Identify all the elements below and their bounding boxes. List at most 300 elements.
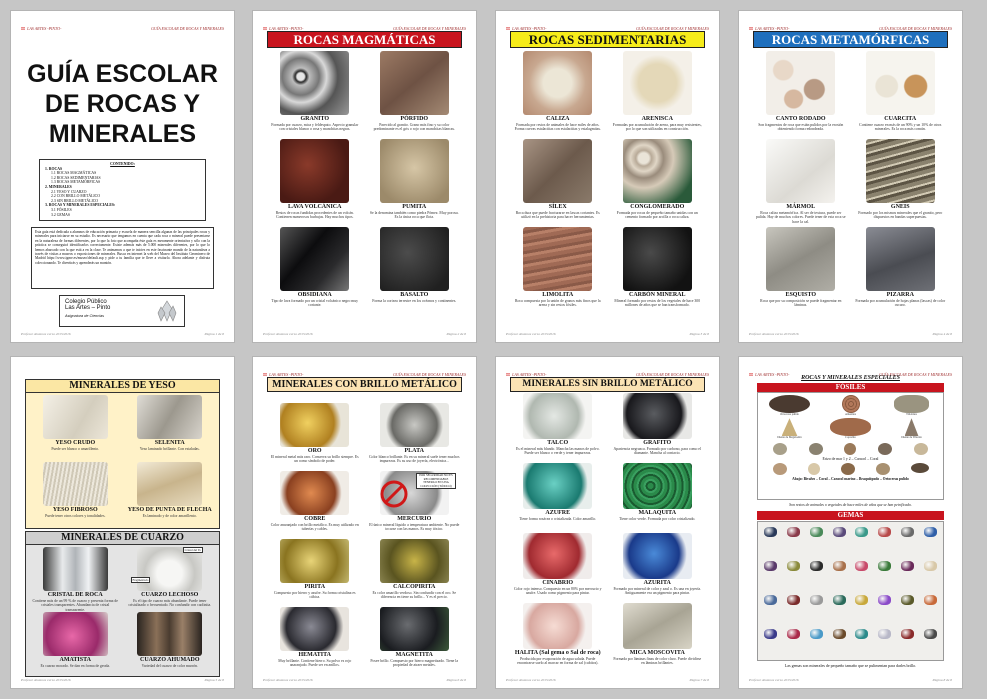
rock-photo (766, 227, 835, 291)
gem-card[interactable] (873, 523, 896, 557)
fossil-row-photo (758, 441, 943, 457)
rock-card[interactable] (753, 139, 849, 225)
page-cover (10, 10, 235, 343)
mineral-photo (43, 395, 108, 439)
mineral-description: Apariencia negruzca. Formado por carbono, para como el diamante. Mancha al contacto. (613, 447, 702, 456)
page-footer: Profesor Alumnos curso 2015/2016 Página 5 de 8 (21, 678, 224, 682)
gem-photo (855, 629, 868, 639)
gem-photo (787, 595, 800, 605)
gem-card[interactable] (805, 591, 828, 625)
mineral-description: Tiene forma rosácea o cristalizada. Color amarillo. (519, 517, 597, 521)
mineral-description: Tiene color verde. Formada por color cristalizado. (619, 517, 696, 521)
gem-card[interactable] (759, 591, 782, 625)
mineral-photo (280, 471, 349, 515)
rock-name: CARBÓN MINERAL (628, 292, 686, 298)
fossil-card[interactable] (760, 418, 819, 439)
fossil-card[interactable] (821, 418, 880, 439)
mineral-photo (137, 395, 202, 439)
rock-card[interactable] (753, 227, 849, 313)
gem-photo (878, 595, 891, 605)
fossil-caption: Abajo: Bivalvo – Coral – Caracol marino – Braquiópodo – Ortoceras pulido (792, 477, 909, 482)
mineral-card[interactable] (510, 463, 606, 532)
gem-photo (924, 561, 937, 571)
toc-heading: CONTENIDO: (110, 162, 135, 166)
mineral-card[interactable] (30, 462, 121, 528)
mineral-card[interactable] (30, 547, 121, 611)
mineral-description: El mineral metal más raro. Conserva su brillo siempre. Es un como símbolo de poder. (270, 455, 359, 464)
mineral-photo (623, 603, 692, 649)
rock-card[interactable] (510, 51, 606, 137)
gems-note: Las gemas son minerales de pequeño tamaño que se pulimentan para darles brillo. (784, 663, 917, 668)
mineral-photo (280, 539, 349, 583)
rock-photo (866, 51, 935, 115)
mineral-name: MALAQUITA (638, 510, 677, 516)
gem-card[interactable] (805, 523, 828, 557)
mineral-description: El único mineral líquido a temperatura ambiente. No puede tocarse con las manos. Es muy tóxico. (369, 523, 460, 532)
fossil-name: Diente de Megalodón (777, 436, 802, 440)
mineral-card[interactable] (367, 471, 463, 538)
gem-card[interactable] (896, 557, 919, 591)
fossil-name: Amonites (845, 413, 856, 416)
mineral-card[interactable] (267, 607, 363, 674)
toc-item[interactable]: 1.3 ROCAS METAMÓRFICAS (51, 180, 101, 185)
rock-photo (280, 227, 349, 291)
gem-card[interactable] (851, 591, 874, 625)
mineral-photo (137, 462, 202, 506)
rock-description: Tipo de lava formado por un cristal volcánico negro muy cortante. (271, 299, 359, 308)
rock-card[interactable] (510, 139, 606, 225)
page-header: ʬʬ LAS ARTES -PINTO- GUÍA ESCOLAR DE ROCAS Y MINERALES (21, 25, 224, 31)
gem-photo (810, 629, 823, 639)
mineral-name: SELENITA (154, 440, 185, 446)
fossil-caption: Erizo de mar 1 y 2 – Caracol – Coral (822, 457, 879, 462)
rock-name: PIZARRA (886, 292, 914, 298)
rock-description: Formada por acumulación de hojas planas (lascas) de color oscuro. (855, 299, 946, 308)
rock-photo (280, 139, 349, 203)
page-rocas-sedimentarias (495, 10, 720, 343)
gem-card[interactable] (759, 625, 782, 659)
mineral-name: PLATA (404, 448, 424, 454)
rock-grid (510, 51, 705, 313)
gem-card[interactable] (828, 557, 851, 591)
gem-photo (901, 561, 914, 571)
mineral-description: Compuesto por hierro y azufre. Su forma cristalina es cúbica. (273, 591, 356, 600)
fossil-name: Diente de Tiburón (901, 436, 922, 440)
rock-card[interactable] (367, 227, 463, 313)
rock-description: Formada por cuarzo, mica y feldespato. Aspecto granular con cristales blanco o rosa y manchitas negras. (271, 123, 359, 132)
section-title: MINERALES DE CUARZO (26, 532, 219, 545)
mineral-description: Formada por láminas finas de color claro. Puede dividirse en láminas brillantes. (613, 657, 702, 666)
page-footer: Profesor Alumnos curso 2015/2016 Página 7 de 8 (506, 678, 709, 682)
fossil-photo (830, 418, 871, 436)
mineral-description: Color anaranjado con brillo metálico. Es muy utilizado en tuberías y cables. (270, 523, 359, 532)
section-title: ROCAS MAGMÁTICAS (267, 31, 462, 48)
page-footer: Profesor Alumnos curso 2015/2016 Página 3 de 8 (506, 332, 709, 336)
gem-card[interactable] (919, 523, 942, 557)
mineral-description: Producida por evaporación de agua salada. Puede encontrarse suelo al marcar en forma de sal (cubitos). (517, 657, 599, 666)
school-place: Las Artes – Pinto (65, 305, 111, 311)
mineral-card[interactable] (267, 539, 363, 606)
mineral-card[interactable] (30, 395, 121, 461)
mineral-photo (137, 612, 202, 656)
rock-card[interactable] (267, 139, 363, 225)
gem-photo (924, 629, 937, 639)
gem-photo (878, 629, 891, 639)
mineral-card[interactable] (610, 533, 706, 602)
toc-item[interactable]: 2. MINERALES (45, 184, 72, 189)
rock-card[interactable] (610, 227, 706, 313)
mineral-grid (510, 393, 705, 672)
gem-photo (810, 595, 823, 605)
rock-photo (766, 139, 835, 203)
mineral-card[interactable] (610, 393, 706, 462)
rock-card[interactable] (853, 227, 949, 313)
rock-description: Contiene cuarzo en más de un 90% y un 10% de otros minerales. Es la roca más común. (859, 123, 942, 132)
fossil-photo (782, 418, 798, 436)
page-footer: Profesor Alumnos curso 2015/2016 Página 6 de 8 (263, 678, 466, 682)
fossil-photo (905, 418, 919, 436)
mineral-card[interactable] (367, 403, 463, 470)
rock-name: LAVA VOLCÁNICA (288, 204, 342, 210)
mineral-description: Posee brillo. Compuesto por hierro magnetizado. Tiene la propiedad de atraer metales. (370, 659, 459, 668)
mineral-name: CINABRIO (542, 580, 574, 586)
gem-photo (878, 527, 891, 537)
toc-item[interactable]: 3.1 FÓSILES (51, 207, 72, 212)
page-footer: Profesor Alumnos curso 2015/2016 Página 1 de 8 (21, 332, 224, 336)
toc-item[interactable]: 2.2 CON BRILLO METÁLICO (51, 194, 100, 199)
rock-name: CONGLOMERADO (630, 204, 685, 210)
mineral-photo (523, 463, 592, 509)
mineral-name: TALCO (547, 440, 569, 446)
toc-item[interactable]: 3. ROCAS Y MINERALES ESPECIALES: (45, 203, 116, 208)
gem-card[interactable] (873, 625, 896, 659)
rock-name: CANTO RODADO (775, 116, 826, 122)
mineral-photo (523, 393, 592, 439)
school-name: Colegio Público (65, 299, 107, 305)
intro-text: Esta guía está dedicada a alumnos de educación primaria y escuela de manera sencilla algunas de las principales rocas y minerales para iniciarse en su estudio. Es necesario que tengamos en cuenta que cada roca o mineral puede presentarse en la naturaleza de formas diferentes, por lo que la foto que acompaña éste guía es meramente orientativa y sólo con la práctica se conseguirá identificarlos correctamente. Existe además más de 5.000 minerales diferentes, por lo que lo hemos abarcado con la que está a en la clase. Te animamos a que te inicies en este fascinante mundo de la naturaleza a través de visitas a museos o exposiciones de minerales. Busca en internet la web del Museo del Instituto Geominero de Madrid https://www.igme.es/museo/default.asp y pide a tu familia que te lleve a visitarlo. Ahora adelante y disfruta coleccionando. Te divertirás y aprenderás un montón. (31, 227, 214, 289)
rock-description: Formada por rocas de pequeño tamaño unidas con un cemento formado por arcilla o roca caliza. (616, 211, 698, 220)
gem-photo (764, 629, 777, 639)
rock-photo (380, 139, 449, 203)
mineral-photo (280, 403, 349, 447)
fossil-photo (769, 395, 810, 413)
gem-photo (833, 629, 846, 639)
page-brillo-metalico (252, 356, 477, 689)
rock-card[interactable] (367, 139, 463, 225)
mineral-name: GRAFITO (643, 440, 672, 446)
toc-item[interactable]: 1.1 ROCAS MAGMÁTICAS (51, 171, 97, 176)
rock-name: CUARCITA (884, 116, 917, 122)
mineral-name: MERCURIO (397, 516, 432, 522)
rock-name: GRANITO (300, 116, 330, 122)
gem-card[interactable] (782, 523, 805, 557)
section-title: ROCAS SEDIMENTARIAS (510, 31, 705, 48)
rock-description: Formado por los mismos minerales que el granito, pero dispuestos en bandas superpuestas. (858, 211, 943, 220)
mineral-photo (623, 393, 692, 439)
rock-name: BASALTO (400, 292, 429, 298)
gem-card[interactable] (828, 625, 851, 659)
page-header: ʬʬ LAS ARTES -PINTO- GUÍA ESCOLAR DE ROCAS Y MINERALES (749, 25, 952, 31)
rock-description: Roca caliza metamórfica. Al ser de textura, puede ser pulida. Hay de muchos colores. Puede tener de esta roca se hace la cal. (755, 211, 846, 224)
mineral-card[interactable] (610, 603, 706, 672)
rock-name: LIMOLITA (542, 292, 574, 298)
gem-photo (787, 629, 800, 639)
rock-photo (523, 51, 592, 115)
mineral-description: Contiene más de un 99 % de cuarzo y presenta forma de cristales transparentes. Abundancia de cristal transparente. (32, 599, 118, 611)
rock-description: Roca compuesta por la unión de granos más finos que la arena y sin restos fósiles. (514, 299, 601, 308)
mineral-description: Es el tipo de cuarzo más abundante. Puede tener cristalizado o frecuentado. No confundir con caolinita. (128, 599, 212, 608)
gem-card[interactable] (805, 557, 828, 591)
rock-description: Parecido al granito. Grano más fino y su color predominante es el gris o rojo con manchitas blancas. (373, 123, 455, 132)
mineral-card[interactable] (510, 393, 606, 462)
gem-card[interactable] (782, 591, 805, 625)
mineral-description: Es el mineral más blando. Mancha las manos de polvo. Puede ser blanco o verde y tener impurezas. (515, 447, 600, 456)
mineral-card[interactable] (125, 462, 216, 528)
rock-description: Forma la corteza terrestre en los océanos y continentes. (372, 299, 457, 303)
fossil-card[interactable] (760, 395, 819, 416)
mineral-card[interactable] (267, 471, 363, 538)
page-footer: Profesor Alumnos curso 2015/2016 Página 4 de 8 (749, 332, 952, 336)
gem-photo (924, 595, 937, 605)
mineral-grid (267, 403, 462, 674)
crystal-tag: Cristal del Yo (184, 548, 201, 552)
toc-item[interactable]: 3.2 GEMAS (51, 212, 70, 217)
rock-description: Restos de rocas fundidas procedentes de un volcán. Contienen numerosos burbujas. Hay muchos tipos. (275, 211, 354, 220)
page-header: ʬʬ LAS ARTES -PINTO- GUÍA ESCOLAR DE ROCAS Y MINERALES (506, 25, 709, 31)
gem-card[interactable] (919, 591, 942, 625)
gem-card[interactable] (851, 523, 874, 557)
mineral-name: YESO CRUDO (55, 440, 96, 446)
gems-heading: GEMAS (757, 511, 944, 520)
rock-description: Roca que por su composición se puede fragmentar en láminas. (760, 299, 842, 308)
mineral-name: COBRE (304, 516, 326, 522)
mineral-card[interactable] (30, 612, 121, 676)
gem-photo (855, 595, 868, 605)
gem-photo (810, 561, 823, 571)
fossils-heading: FÓSILES (757, 383, 944, 392)
gem-card[interactable] (759, 523, 782, 557)
mineral-description: Puede tener otros colores y tonalidades. (45, 514, 106, 518)
gem-photo (924, 527, 937, 537)
mineral-photo (280, 607, 349, 651)
mineral-name: AZURITA (643, 580, 671, 586)
mineral-description: Color blanco brillante. Es en su mineral suele tener muchos impurezas. Es su uso de joyería, electrónica... (369, 455, 460, 464)
rock-photo (523, 139, 592, 203)
mineral-description: Muy brillante. Contiene hierro. Su polvo es rojo anaranjado. Puede ser en anillos. (278, 659, 352, 668)
toc-item[interactable]: 1.2 ROCAS SEDIMENTARIAS (51, 175, 101, 180)
cover-title: GUÍA ESCOLAR DE ROCAS Y MINERALES (27, 60, 218, 148)
mineral-photo (380, 403, 449, 447)
mineral-photo (380, 539, 449, 583)
gem-photo (833, 595, 846, 605)
gem-photo (855, 527, 868, 537)
rock-photo (523, 227, 592, 291)
gem-card[interactable] (896, 591, 919, 625)
rock-photo (766, 51, 835, 115)
page-footer: Profesor Alumnos curso 2015/2016 Página 8 de 8 (749, 678, 952, 682)
mineral-grid (30, 395, 215, 528)
rock-name: ARENISCA (641, 116, 673, 122)
mineral-photo (380, 607, 449, 651)
page-header: ʬʬ LAS ARTES -PINTO- GUÍA ESCOLAR DE ROCAS Y MINERALES (506, 371, 709, 377)
fossil-name: Trilobites (906, 413, 917, 416)
mineral-card[interactable] (367, 607, 463, 674)
mineral-photo (137, 547, 202, 591)
page-rocas-magmaticas (252, 10, 477, 343)
mineral-description: Es cuarzo morado. Se dan en forma de geoda. (40, 664, 111, 668)
section-title: MINERALES DE YESO (26, 380, 219, 393)
gem-photo (878, 561, 891, 571)
page-header: ʬʬ LAS ARTES -PINTO- GUÍA ESCOLAR DE ROCAS Y MINERALES (263, 25, 466, 31)
mineral-name: ORO (307, 448, 322, 454)
page-header: ʬʬ LAS ARTES -PINTO- GUÍA ESCOLAR DE ROCAS Y MINERALES (263, 371, 466, 377)
gems-panel (757, 521, 944, 661)
section-title: ROCAS METAMÓRFICAS (753, 31, 948, 48)
mineral-photo (623, 463, 692, 509)
rock-description: Son fragmentos de roca que están pulidos por la erosión obteniendo forma redondeada. (758, 123, 844, 132)
toc-item[interactable]: 2.3 SIN BRILLO METÁLICO (51, 198, 99, 203)
mineral-name: CUARZO AHUMADO (140, 657, 200, 663)
mineral-grid (30, 547, 215, 676)
mineral-name: MICA MOSCOVITA (629, 650, 685, 656)
gem-photo (810, 527, 823, 537)
rock-card[interactable] (267, 227, 363, 313)
mineral-card[interactable] (125, 395, 216, 461)
rock-card[interactable] (267, 51, 363, 137)
gem-card[interactable] (896, 523, 919, 557)
section-title: MINERALES CON BRILLO METÁLICO (267, 377, 462, 392)
page-header: ʬʬ LAS ARTES -PINTO- GUÍA ESCOLAR DE ROCAS Y MINERALES (749, 371, 952, 377)
gem-card[interactable] (782, 625, 805, 659)
fossils-panel (757, 392, 944, 500)
rock-name: OBSIDIANA (297, 292, 332, 298)
gem-photo (833, 561, 846, 571)
yeso-section (25, 379, 220, 529)
rock-card[interactable] (510, 227, 606, 313)
rock-photo (866, 139, 935, 203)
prohibited-icon (379, 479, 409, 509)
rock-grid (753, 51, 948, 313)
gem-card[interactable] (919, 625, 942, 659)
gem-photo (764, 561, 777, 571)
mineral-description: Formado por mineral de color y azul o. Es una en joyería. Antiguamente era un pigmento para pintar. (613, 587, 702, 596)
page-yeso-cuarzo (10, 356, 235, 689)
mineral-name: AMATISTA (59, 657, 91, 663)
gem-card[interactable] (759, 557, 782, 591)
rock-card[interactable] (753, 51, 849, 137)
page-sin-brillo-metalico (495, 356, 720, 689)
mineral-name: AZUFRE (545, 510, 571, 516)
rock-card[interactable] (610, 139, 706, 225)
gem-photo (901, 527, 914, 537)
fossil-row-photo (758, 461, 943, 477)
gem-photo (901, 595, 914, 605)
gem-photo (764, 595, 777, 605)
rock-photo (866, 227, 935, 291)
mineral-name: YESO FIBROSO (52, 507, 98, 513)
mineral-card[interactable] (125, 547, 216, 611)
mineral-card[interactable] (510, 603, 606, 672)
page-rocas-metamorficas (738, 10, 963, 343)
mineral-description: Puede ser blanco o amarillento. (51, 447, 100, 451)
mineral-description: Color rojo intenso. Compuesto en un 80% por mercurio y azufre. Usado como pigmento para pintar. (513, 587, 602, 596)
gem-card[interactable] (873, 557, 896, 591)
fossil-card[interactable] (882, 418, 941, 439)
gem-photo (787, 527, 800, 537)
fossils-note: Son restos de animales o vegetales de hace miles de años que se han petrificado. (789, 503, 912, 507)
rock-description: Se la denomina también como piedra Pómez. Muy porosa. Es la única roca que flota. (369, 211, 459, 220)
cuarzo-section (25, 531, 220, 677)
mineral-card[interactable] (610, 463, 706, 532)
rock-card[interactable] (610, 51, 706, 137)
rock-card[interactable] (853, 51, 949, 137)
gem-card[interactable] (782, 557, 805, 591)
rock-photo (380, 227, 449, 291)
mineral-description: Es laminado y de color amarillento. (142, 514, 197, 518)
safety-note: POR SEGURIDAD NO ES RECOMENDABLE TENERLO EN UNA COLECCIÓN (TÓXICO) (416, 473, 456, 489)
rock-photo (280, 51, 349, 115)
mineral-name: HEMATITA (298, 652, 331, 658)
fossil-photo (894, 395, 929, 413)
gem-photo (833, 527, 846, 537)
gem-card[interactable] (805, 625, 828, 659)
fossil-card[interactable] (882, 395, 941, 416)
mineral-photo (623, 533, 692, 579)
mineral-card[interactable] (510, 533, 606, 602)
mineral-name: CRISTAL DE ROCA (47, 592, 103, 598)
mineral-photo (43, 612, 108, 656)
rock-description: Mineral formado por restos de los vegetales de hace 300 millones de años que se han transformado. (614, 299, 701, 308)
mineral-card[interactable] (125, 612, 216, 676)
mineral-name: HALITA (Sal gema o Sal de roca) (514, 650, 601, 656)
rock-description: Formadas por acumulación de arena, para muy resistentes, por lo que son utilizadas en construcción. (612, 123, 702, 132)
gem-card[interactable] (828, 523, 851, 557)
mineral-card[interactable] (267, 403, 363, 470)
mineral-name: MAGNETITA (395, 652, 433, 658)
section-title: ROCAS Y MINERALES ESPECIALES (801, 375, 900, 381)
gem-card[interactable] (851, 625, 874, 659)
mineral-description: Variedad del cuarzo de color marrón. (141, 664, 198, 668)
toc-item[interactable]: 1. ROCAS (45, 166, 63, 171)
mineral-name: CUARZO LECHOSO (141, 592, 199, 598)
gem-photo (764, 527, 777, 537)
rock-description: Roca dura que puede fracturarse en lascas cortantes. Es utilizó en la prehistoria para hacer herramientas. (515, 211, 600, 220)
gem-card[interactable] (828, 591, 851, 625)
fossil-name: Ortoceras pulido (780, 413, 799, 416)
rock-grid (267, 51, 462, 313)
rock-photo (623, 227, 692, 291)
mineral-photo (523, 533, 592, 579)
rock-photo (623, 51, 692, 115)
rock-card[interactable] (853, 139, 949, 225)
gem-card[interactable] (919, 557, 942, 591)
rock-name: GNEIS (890, 204, 910, 210)
gem-card[interactable] (896, 625, 919, 659)
toc-item[interactable]: 2.1 YESO Y CUARZO (51, 189, 87, 194)
gem-card[interactable] (851, 557, 874, 591)
fossil-card[interactable] (821, 395, 880, 416)
gem-card[interactable] (873, 591, 896, 625)
rock-photo (623, 139, 692, 203)
mineral-description: Es color amarillo verdoso. Sin confundir con el oro. Se diferencia en tiene su brillo... Y es el precio. (372, 591, 457, 600)
rock-name: MÁRMOL (786, 204, 816, 210)
mineral-card[interactable] (367, 539, 463, 606)
mineral-name: YESO DE PUNTA DE FLECHA (127, 507, 212, 513)
rock-name: PUMITA (402, 204, 427, 210)
page-especiales (738, 356, 963, 689)
rock-card[interactable] (367, 51, 463, 137)
rock-name: ESQUISTO (785, 292, 817, 298)
